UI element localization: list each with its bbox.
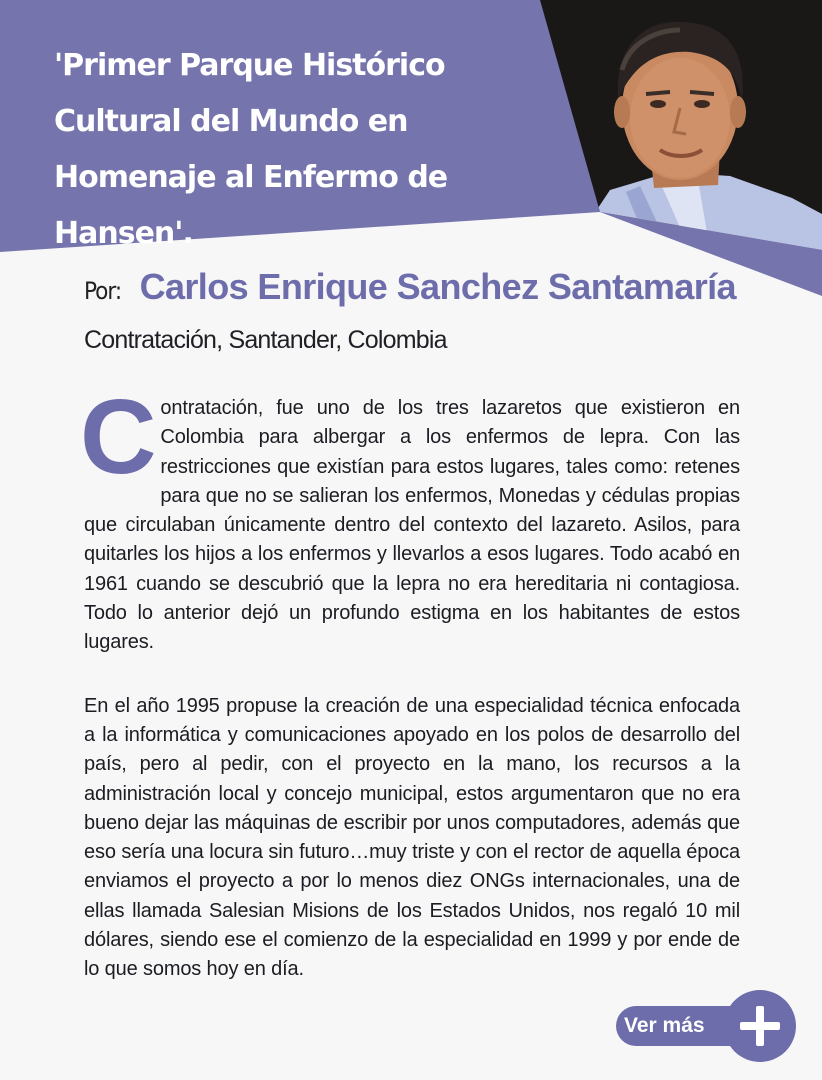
byline-prefix: Por: — [84, 277, 122, 305]
dropcap-letter: C — [80, 378, 157, 496]
ver-mas-button[interactable]: Ver más — [616, 1006, 746, 1046]
byline — [84, 266, 736, 308]
article-paragraph-2: En el año 1995 propuse la creación de una especialidad técnica enfocada a la informática y comunicaciones apoyado en los polos de desarrollo del país, pero al pedir, con el proyecto en la mano, los recursos a la administración local y concejo municipal, estos argumentaron que no era bueno dejar las máquinas de escribir por unos computadores, además que eso sería una locura sin futuro…muy triste y con el rector de aquella época enviamos el proyecto a por lo menos diez ONGs internacionales, una de ellas llamada Salesian Misions de los Estados Unidos, nos regaló 10 mil dólares, siendo ese el comienzo de la especialidad en 1999 y por ende de lo que somos hoy en día. — [84, 694, 740, 981]
article-title: 'Primer Parque Histórico Cultural del Mundo en Homenaje al Enfermo de Hansen'. — [54, 48, 448, 251]
article-body — [80, 378, 740, 1019]
author-location: Contratación, Santander, Colombia — [84, 326, 447, 354]
plus-icon[interactable] — [724, 990, 796, 1062]
article-paragraph-1 — [80, 378, 740, 658]
author-name: Carlos Enrique Sanchez Santamaría — [139, 266, 736, 307]
paragraph-1-text: ontratación, fue uno de los tres lazaretos que existieron en Colombia para albergar a los enfermos de lepra. Con las restricciones que existían para estos lugares, tales como: retenes para que no se salieran los enfermos, Monedas y cédulas propias que circulaban únicamente dentro del contexto del lazareto. Asilos, para quitarles los hijos a los enfermos y llevarlos a esos lugares. Todo acabó en 1961 cuando se descubrió que la lepra no era hereditaria ni contagiosa. Todo lo anterior dejó un profundo estigma en los habitantes de estos lugares. — [84, 397, 740, 654]
